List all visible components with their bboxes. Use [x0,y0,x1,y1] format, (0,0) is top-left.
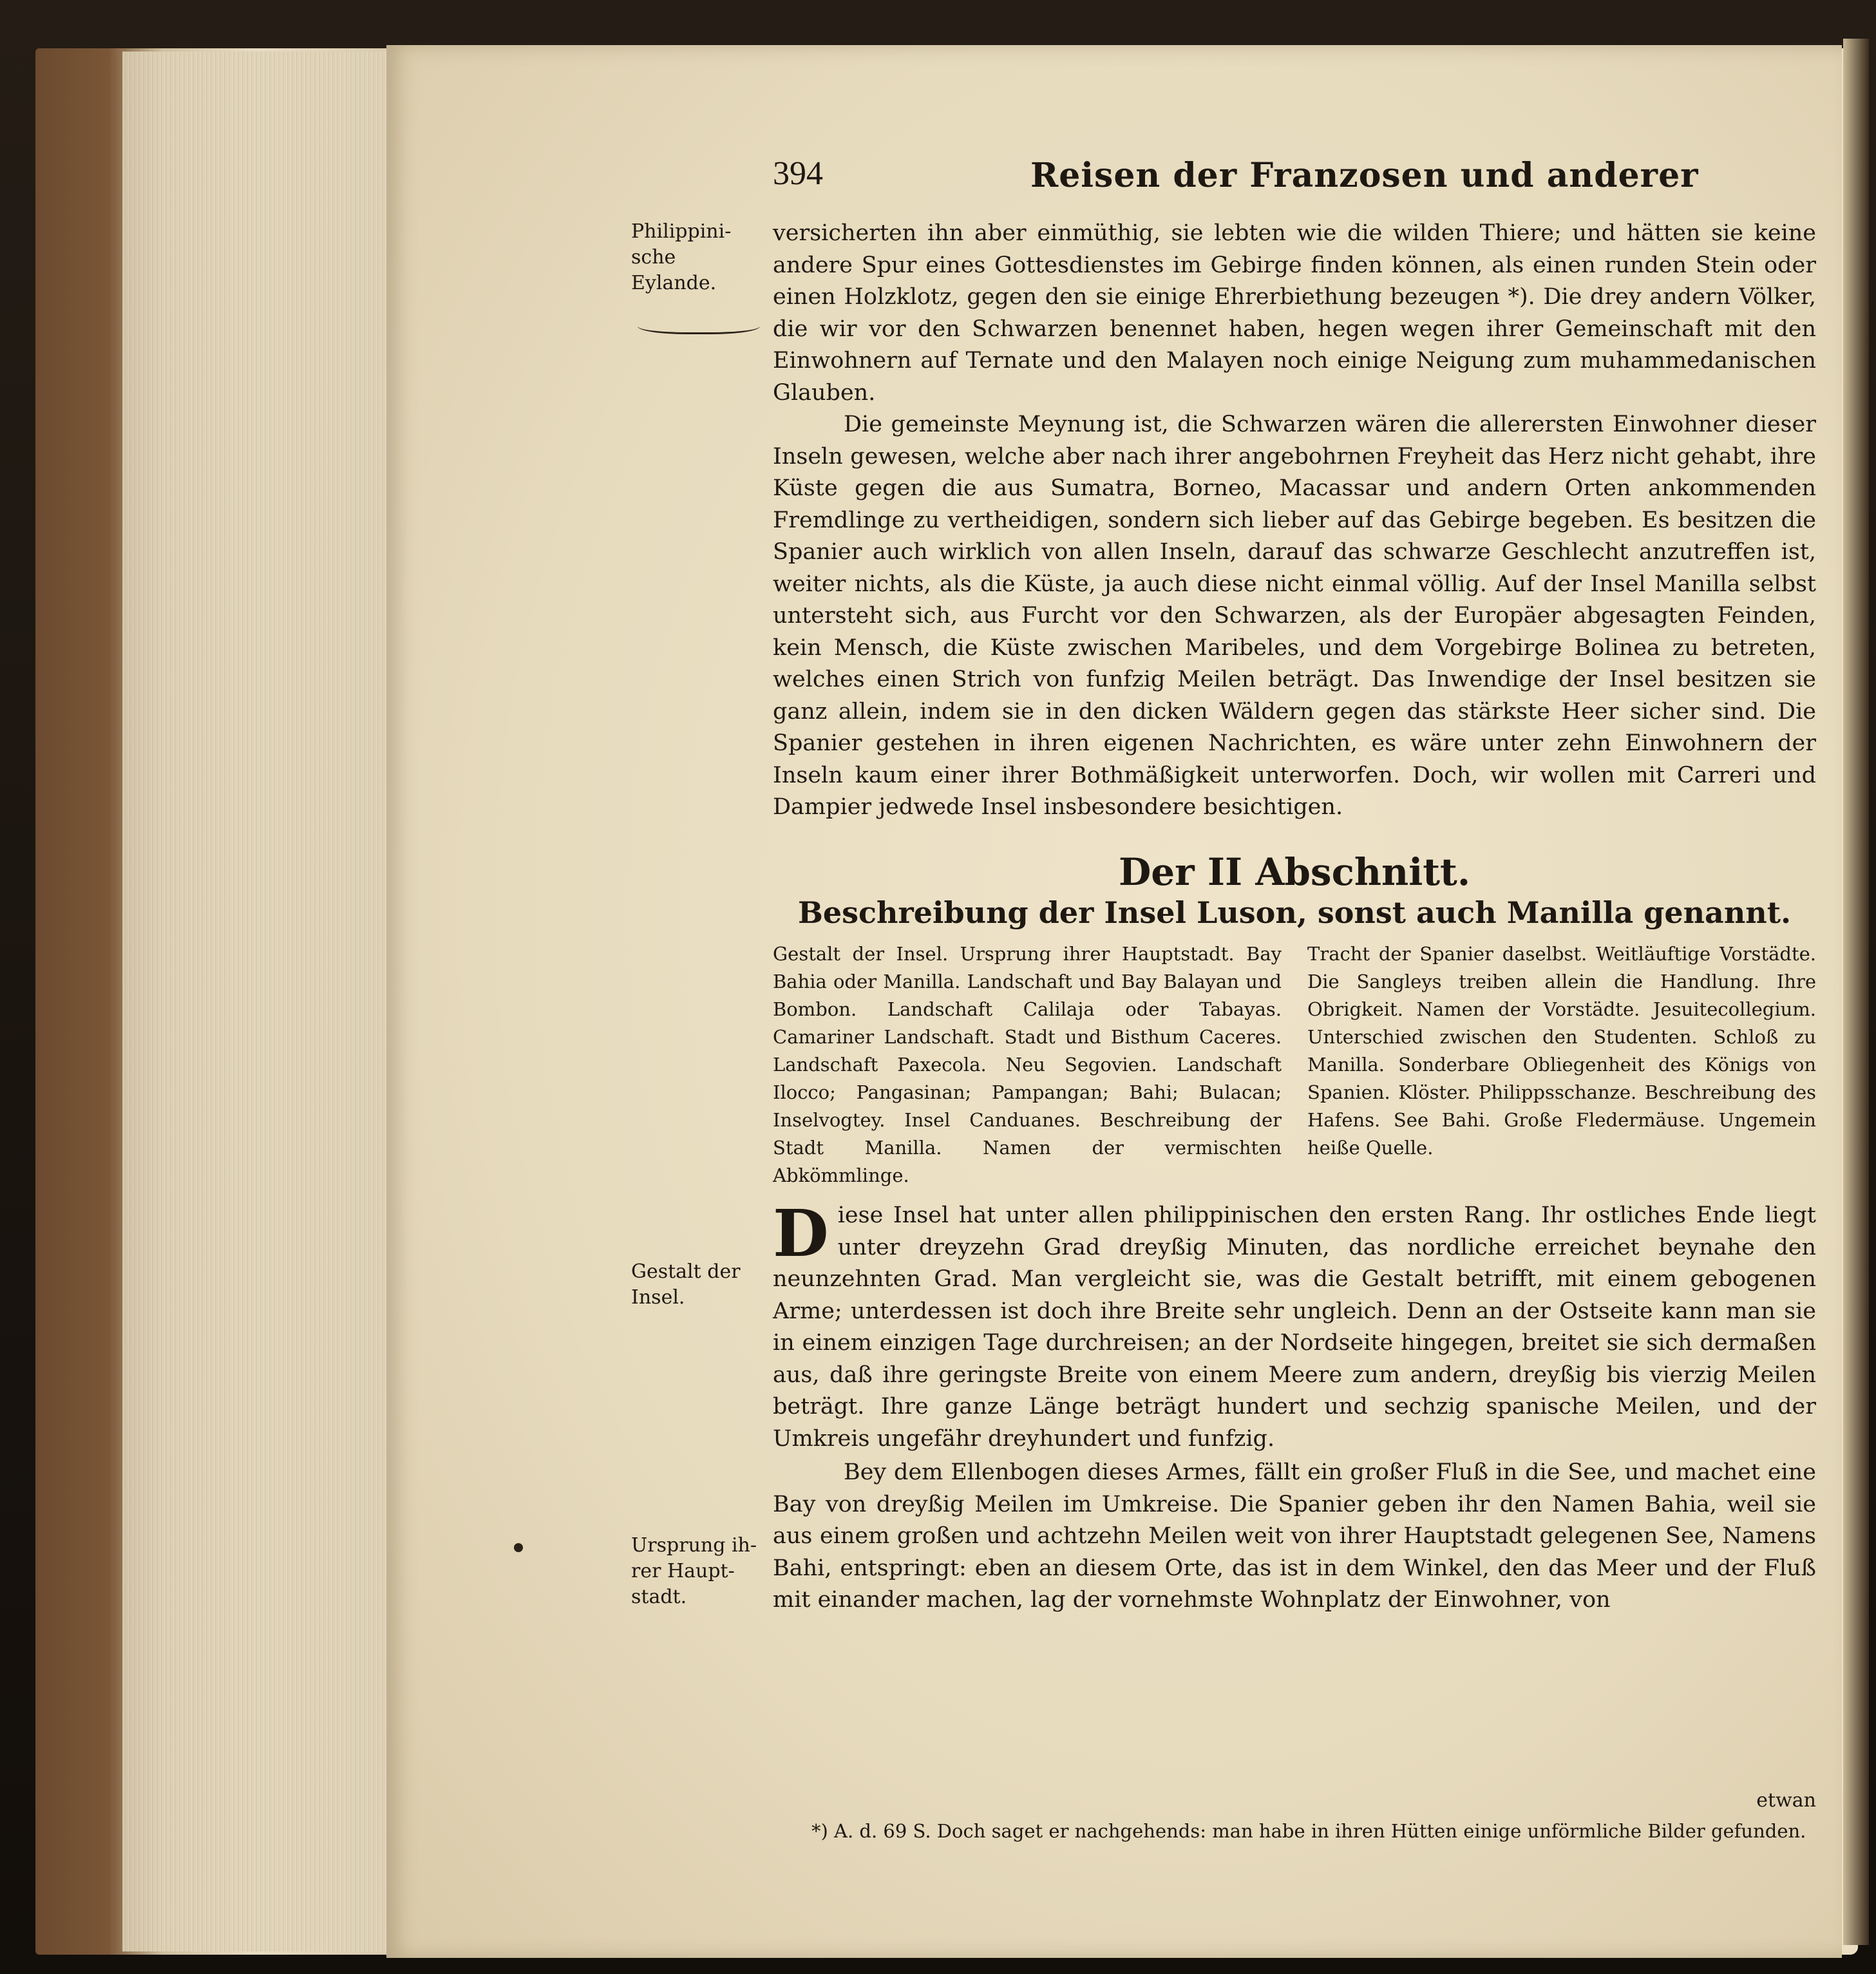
page-header [773,155,1823,206]
margin-note-philippine-islands: Philippini- sche Eylande. [631,220,732,294]
paragraph-3 [773,1195,1816,1455]
summary-right-column: Tracht der Spanier daselbst. Weitläuftige Vorstädte. Die Sangleys treiben allein die Handlung. Ihre Obrigkeit. Namen der Vorstädte. Jesuitecollegium. Unterschied zwischen den Studenten. Schloß zu Manilla. Sonderbare Obliegenheit des Königs von Spanien. Klöster. Philippsschanze. Beschreibung des Hafens. See Bahi. Große Fledermäuse. Ungemein heiße Quelle. [1307,943,1816,1159]
paragraph-1: versicherten ihn aber einmüthig, sie lebten wie die wilden Thiere; und hätten sie keine andere Spur eines Gottesdienstes im Gebirge finden können, als einen runden Stein oder einen Holzklotz, gegen den sie einige Ehrerbiethung bezeugen *). Die drey andern Völker, die wir vor den Schwarzen benennet haben, hegen wegen ihrer Gemeinschaft mit den Einwohnern auf Ternate und den Malayen noch einige Neigung zum muhammedanischen Glauben. [773,220,1816,406]
summary-left-column: Gestalt der Insel. Ursprung ihrer Hauptstadt. Bay Bahia oder Manilla. Landschaft und Bay Balayan und Bombon. Landschaft Calilaja oder Tabayas. Camariner Landschaft. Stadt und Bisthum Caceres. Landschaft Paxecola. Neu Segovien. Landschaft Ilocco; Pangasinan; Pampangan; Bahi; Bulacan; Inselvogtey. Insel Canduanes. Beschreibung der Stadt Manilla. Namen der vermischten Abkömmlinge. [773,943,1282,1186]
running-head: Reisen der Franzosen und anderer [1030,156,1699,195]
drop-initial: D [773,1195,829,1271]
catchword: etwan [1756,1789,1816,1812]
margin-bracket [638,314,760,334]
paragraph-3-text: iese Insel hat unter allen philippinischen den ersten Rang. Ihr ostliches Ende liegt unter dreyzehn Grad dreyßig Minuten, das nordliche erreichet beynahe den neunzehnten Grad. Man vergleicht sie, was die Gestalt betrifft, mit einem gebogenen Arme; unterdessen ist doch ihre Breite sehr ungleich. Denn an der Ostseite kann man sie in einem einzigen Tage durchreisen; an der Nordseite hingegen, breitet sie sich dermaßen aus, daß ihre geringste Breite von einem Meere zum andern, dreyßig bis vierzig Meilen beträgt. Ihre ganze Länge beträgt hundert und sechzig spanische Meilen, und der Umkreis ungefähr dreyhundert und funfzig. [773,1202,1816,1452]
paragraph-2: Die gemeinste Meynung ist, die Schwarzen wären die allerersten Einwohner dieser Inseln gewesen, welche aber nach ihrer angebohrnen Freyheit das Herz nicht gehabt, ihre Küste gegen die aus Sumatra, Borneo, Macassar und andern Orten ankommenden Fremdlinge zu vertheidigen, sondern sich lieber auf das Gebirge begeben. Es besitzen die Spanier auch wirklich von allen Inseln, darauf das schwarze Geschlecht anzutreffen ist, weiter nichts, als die Küste, ja auch diese nicht einmal völlig. Auf der Insel Manilla selbst untersteht sich, aus Furcht vor den Schwarzen, als der Europäer abgesagten Feinden, kein Mensch, die Küste zwischen Maribeles, und dem Vorgebirge Bolinea zu betreten, welches einen Strich von funfzig Meilen beträgt. Das Inwendige der Insel besitzen sie ganz allein, indem sie in den dicken Wäldern gegen das stärkste Heer sicher sind. Die Spanier gestehen in ihren eigenen Nachrichten, es wäre unter zehn Einwohnern der Inseln kaum einer ihrer Bothmäßigkeit unterworfen. Doch, wir wollen mit Carreri und Dampier jedwede Insel insbesondere besichtigen. [773,412,1816,820]
paragraph-4: Bey dem Ellenbogen dieses Armes, fällt ein großer Fluß in die See, und machet eine Bay von dreyßig Meilen im Umkreise. Die Spanier geben ihr den Namen Bahia, weil sie aus einem großen und achtzehn Meilen weit von ihrer Hauptstadt gelegenen See, Namens Bahi, entspringt: eben an diesem Orte, das ist in dem Winkel, den das Meer und der Fluß mit einander machen, lag der vornehmste Wohnplatz der Einwohner, von [773,1459,1816,1613]
section-heading: Der II Abschnitt. [1118,850,1471,894]
margin-note-shape-of-island: Gestalt der Insel. [631,1260,741,1309]
page-number: 394 [773,155,823,192]
margin-note-origin-of-capital: Ursprung ih- rer Haupt- stadt. [631,1534,757,1608]
footnote: *) A. d. 69 S. Doch saget er nachgehends: man habe in ihren Hütten einige unförmliche Bilder gefunden. [811,1820,1806,1842]
ink-spot [514,1543,523,1552]
facing-page-edge [1843,39,1869,1945]
page-edges [122,52,393,1951]
section-subheading: Beschreibung der Insel Luson, sonst auch Manilla genannt. [798,895,1791,930]
printed-text-block [631,155,1816,1893]
